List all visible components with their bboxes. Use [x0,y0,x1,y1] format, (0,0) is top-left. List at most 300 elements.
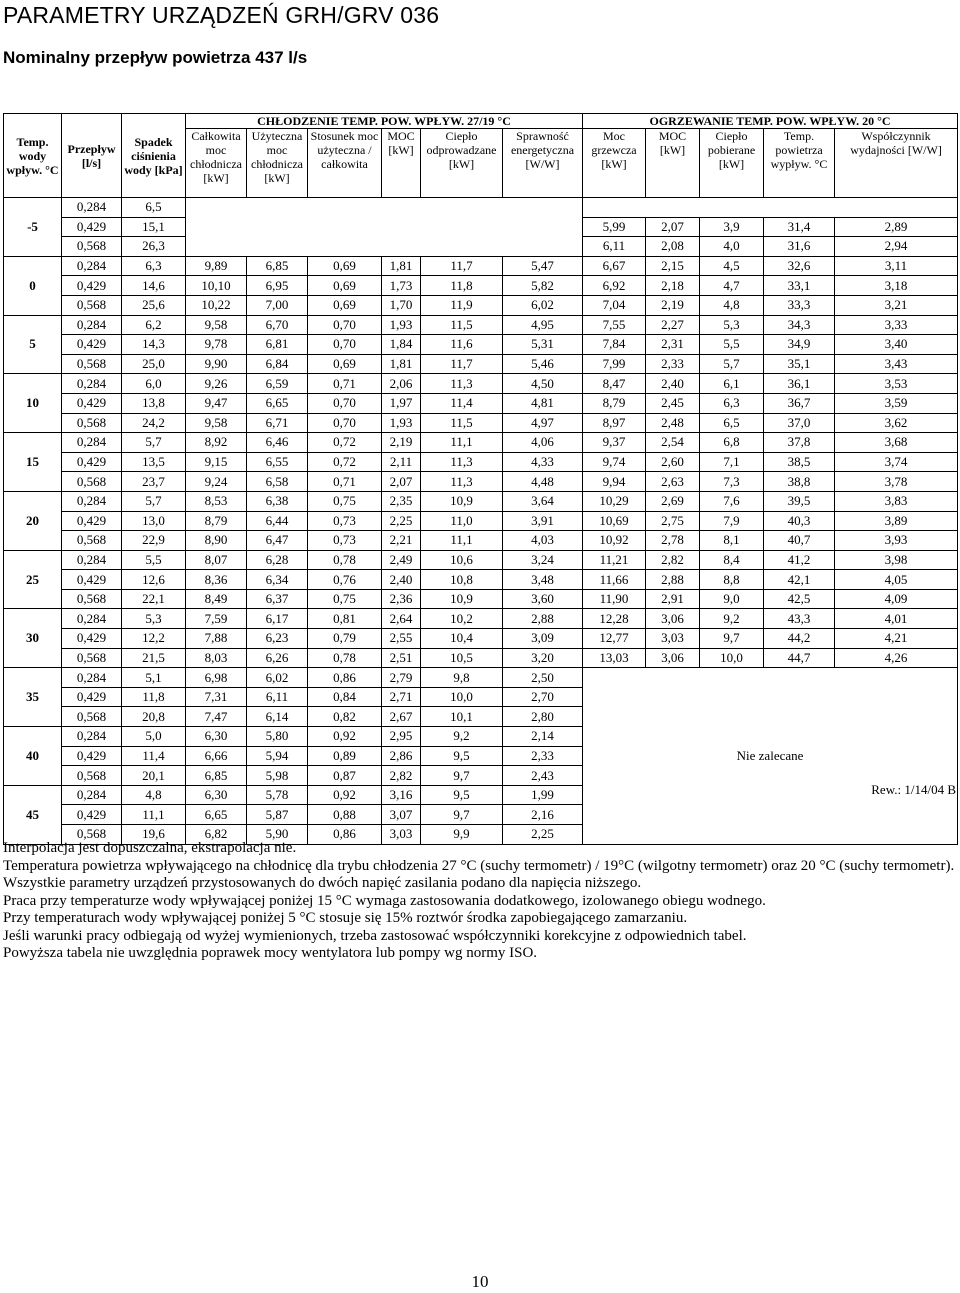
cooling-value-cell: 10,2 [421,609,503,629]
heating-value-cell: 2,07 [646,217,700,237]
heating-value-cell: 11,66 [583,570,646,590]
cooling-value-cell: 5,78 [247,785,308,805]
header-flow: Przepływ [l/s] [62,114,122,198]
cooling-value-cell: 9,7 [421,805,503,825]
flow-cell: 0,429 [62,452,122,472]
table-row [4,256,958,276]
cooling-value-cell: 7,59 [186,609,247,629]
cooling-value-cell: 2,11 [382,452,421,472]
heating-value-cell: 4,01 [835,609,958,629]
cooling-value-cell: 10,8 [421,570,503,590]
pressure-drop-cell: 4,8 [122,785,186,805]
heating-value-cell: 7,9 [700,511,764,531]
flow-cell: 0,568 [62,707,122,727]
cooling-value-cell: 7,31 [186,687,247,707]
cooling-value-cell: 4,33 [503,452,583,472]
heating-value-cell: 2,91 [646,589,700,609]
heating-value-cell: 2,78 [646,531,700,551]
cooling-value-cell: 2,49 [382,550,421,570]
cooling-value-cell: 6,37 [247,589,308,609]
heating-value-cell: 2,33 [646,354,700,374]
heating-value-cell: 33,1 [764,276,835,296]
table-row [4,629,958,649]
heating-value-cell: 3,89 [835,511,958,531]
cooling-value-cell: 8,79 [186,511,247,531]
cooling-value-cell: 0,72 [308,433,382,453]
pressure-drop-cell: 6,0 [122,374,186,394]
cooling-value-cell: 2,19 [382,433,421,453]
heating-value-cell: 39,5 [764,491,835,511]
cooling-value-cell: 7,47 [186,707,247,727]
flow-cell: 0,568 [62,531,122,551]
heating-value-cell: 36,7 [764,393,835,413]
heating-value-cell: 3,9 [700,217,764,237]
cooling-value-cell: 6,46 [247,433,308,453]
cooling-value-cell: 2,07 [382,472,421,492]
cooling-value-cell: 11,4 [421,393,503,413]
heating-value-cell: 10,29 [583,491,646,511]
cooling-value-cell: 9,58 [186,315,247,335]
pressure-drop-cell: 6,3 [122,256,186,276]
cooling-value-cell: 1,81 [382,256,421,276]
note-line: Jeśli warunki pracy odbiegają od wyżej wymienionych, trzeba zastosować współczynniki korekcyjne z odpowiednich tabel. [3,927,747,944]
flow-cell: 0,284 [62,668,122,688]
cooling-value-cell: 2,64 [382,609,421,629]
pressure-drop-cell: 5,7 [122,433,186,453]
cooling-value-cell: 1,99 [503,785,583,805]
header-heating-col: Ciepło pobierane [kW] [700,129,764,198]
heating-value-cell: 3,43 [835,354,958,374]
flow-cell: 0,284 [62,609,122,629]
cooling-value-cell: 11,3 [421,472,503,492]
cooling-value-cell: 4,03 [503,531,583,551]
water-temp-cell: -5 [4,198,62,257]
flow-cell: 0,429 [62,276,122,296]
cooling-value-cell: 4,97 [503,413,583,433]
table-row [4,276,958,296]
cooling-value-cell: 6,85 [247,256,308,276]
heating-value-cell: 44,7 [764,648,835,668]
cooling-value-cell: 0,79 [308,629,382,649]
cooling-value-cell: 0,76 [308,570,382,590]
heating-value-cell: 9,37 [583,433,646,453]
revision-label: Rew.: 1/14/04 B [871,782,956,797]
flow-cell: 0,568 [62,413,122,433]
pressure-drop-cell: 20,8 [122,707,186,727]
water-temp-cell: 25 [4,550,62,609]
cooling-value-cell: 2,80 [503,707,583,727]
cooling-value-cell: 11,0 [421,511,503,531]
heating-value-cell: 4,0 [700,237,764,257]
heating-value-cell: 3,83 [835,491,958,511]
cooling-value-cell: 9,7 [421,766,503,786]
cooling-value-cell: 3,60 [503,589,583,609]
page-number: 10 [471,1272,489,1291]
cooling-value-cell: 2,70 [503,687,583,707]
cooling-value-cell: 6,98 [186,668,247,688]
cooling-value-cell: 11,1 [421,433,503,453]
heating-value-cell: 6,3 [700,393,764,413]
cooling-value-cell: 10,4 [421,629,503,649]
cooling-value-cell: 0,82 [308,707,382,727]
table-row [4,531,958,551]
heating-value-cell: 43,3 [764,609,835,629]
heating-value-cell: 2,94 [835,237,958,257]
table-row [4,295,958,315]
cooling-value-cell: 9,9 [421,825,503,845]
note-line: Przy temperaturach wody wpływającej poniżej 5 °C stosuje się 15% roztwór środka zapobiegającego zamarzaniu. [3,910,688,926]
cooling-value-cell: 8,36 [186,570,247,590]
cooling-value-cell: 3,24 [503,550,583,570]
cooling-value-cell: 0,84 [308,687,382,707]
cooling-value-cell: 6,14 [247,707,308,727]
water-temp-cell: 5 [4,315,62,374]
flow-cell: 0,284 [62,315,122,335]
cooling-value-cell: 0,78 [308,550,382,570]
cooling-value-cell: 4,50 [503,374,583,394]
heating-value-cell: 3,53 [835,374,958,394]
pressure-drop-cell: 5,5 [122,550,186,570]
heating-value-cell: 2,75 [646,511,700,531]
cooling-value-cell: 3,64 [503,491,583,511]
flow-cell: 0,429 [62,511,122,531]
cooling-value-cell: 6,70 [247,315,308,335]
heating-value-cell: 3,62 [835,413,958,433]
water-temp-cell: 30 [4,609,62,668]
table-row [4,589,958,609]
heating-value-cell: 2,60 [646,452,700,472]
cooling-value-cell: 0,71 [308,374,382,394]
table-row [4,393,958,413]
cooling-value-cell: 2,36 [382,589,421,609]
table-row [4,668,958,688]
cooling-value-cell: 6,81 [247,335,308,355]
cooling-value-cell: 7,88 [186,629,247,649]
table-row [4,198,958,218]
cooling-value-cell: 1,97 [382,393,421,413]
heating-value-cell: 44,2 [764,629,835,649]
cooling-value-cell: 10,10 [186,276,247,296]
flow-cell: 0,568 [62,237,122,257]
flow-cell: 0,429 [62,393,122,413]
heating-value-cell: 7,6 [700,491,764,511]
cooling-value-cell: 0,86 [308,668,382,688]
heating-value-cell: 11,90 [583,589,646,609]
heating-value-cell: 3,78 [835,472,958,492]
pressure-drop-cell: 5,3 [122,609,186,629]
pressure-drop-cell: 25,0 [122,354,186,374]
heating-value-cell: 34,9 [764,335,835,355]
pressure-drop-cell: 20,1 [122,766,186,786]
cooling-value-cell: 11,5 [421,413,503,433]
heating-value-cell: 9,7 [700,629,764,649]
heating-value-cell: 10,0 [700,648,764,668]
cooling-value-cell: 5,47 [503,256,583,276]
cooling-value-cell: 9,90 [186,354,247,374]
cooling-value-cell: 3,91 [503,511,583,531]
cooling-value-cell: 2,25 [503,825,583,845]
cooling-value-cell: 11,3 [421,452,503,472]
cooling-value-cell: 6,02 [247,668,308,688]
heating-value-cell: 4,21 [835,629,958,649]
cooling-value-cell: 6,11 [247,687,308,707]
cooling-value-cell: 0,87 [308,766,382,786]
cooling-value-cell: 2,43 [503,766,583,786]
heating-value-cell: 8,47 [583,374,646,394]
cooling-value-cell: 9,8 [421,668,503,688]
not-recommended-block: Nie zalecane [583,668,958,844]
heating-value-cell: 33,3 [764,295,835,315]
heating-value-cell: 3,21 [835,295,958,315]
cooling-value-cell: 9,78 [186,335,247,355]
cooling-value-cell: 0,69 [308,276,382,296]
cooling-value-cell: 6,59 [247,374,308,394]
water-temp-cell: 20 [4,491,62,550]
cooling-value-cell: 6,26 [247,648,308,668]
cooling-value-cell: 2,79 [382,668,421,688]
cooling-value-cell: 0,72 [308,452,382,472]
heating-value-cell: 31,4 [764,217,835,237]
heating-value-cell: 37,8 [764,433,835,453]
header-cooling-col: Użyteczna moc chłodnicza [kW] [247,129,308,198]
cooling-value-cell: 8,49 [186,589,247,609]
heating-value-cell: 2,48 [646,413,700,433]
pressure-drop-cell: 5,0 [122,727,186,747]
heating-value-cell: 36,1 [764,374,835,394]
pressure-drop-cell: 23,7 [122,472,186,492]
note-line: Temperatura powietrza wpływającego na chłodnicę dla trybu chłodzenia 27 °C (suchy termometr) / 19°C (wilgotny termometr) oraz 20 °C (suchy termometr). [3,857,955,874]
header-cooling-group: CHŁODZENIE TEMP. POW. WPŁYW. 27/19 °C [186,114,583,129]
pressure-drop-cell: 13,5 [122,452,186,472]
cooling-value-cell: 1,70 [382,295,421,315]
flow-cell: 0,284 [62,256,122,276]
cooling-value-cell: 1,84 [382,335,421,355]
cooling-value-cell: 8,92 [186,433,247,453]
water-temp-cell: 0 [4,256,62,315]
cooling-value-cell: 10,9 [421,491,503,511]
pressure-drop-cell: 12,2 [122,629,186,649]
pressure-drop-cell: 12,6 [122,570,186,590]
pressure-drop-cell: 13,0 [122,511,186,531]
cooling-value-cell: 9,47 [186,393,247,413]
cooling-value-cell: 2,16 [503,805,583,825]
cooling-value-cell: 2,25 [382,511,421,531]
flow-cell: 0,284 [62,374,122,394]
cooling-value-cell: 10,9 [421,589,503,609]
flow-cell: 0,568 [62,766,122,786]
cooling-value-cell: 6,17 [247,609,308,629]
table-row [4,335,958,355]
cooling-value-cell: 2,33 [503,746,583,766]
table-row [4,354,958,374]
water-temp-cell: 35 [4,668,62,727]
flow-cell: 0,284 [62,785,122,805]
heating-value-cell: 10,69 [583,511,646,531]
heating-value-cell: 8,8 [700,570,764,590]
heating-value-cell: 34,3 [764,315,835,335]
cooling-value-cell: 3,03 [382,825,421,845]
cooling-value-cell: 1,73 [382,276,421,296]
table-row [4,472,958,492]
heating-value-cell: 42,5 [764,589,835,609]
heating-value-cell: 2,15 [646,256,700,276]
heating-value-cell: 6,1 [700,374,764,394]
cooling-value-cell: 9,58 [186,413,247,433]
heating-value-cell: 4,09 [835,589,958,609]
heating-value-cell: 8,1 [700,531,764,551]
cooling-value-cell: 6,65 [186,805,247,825]
cooling-value-cell: 2,71 [382,687,421,707]
cooling-value-cell: 6,58 [247,472,308,492]
flow-cell: 0,568 [62,648,122,668]
table-row [4,511,958,531]
cooling-value-cell: 2,06 [382,374,421,394]
cooling-value-cell: 0,89 [308,746,382,766]
cooling-value-cell: 7,00 [247,295,308,315]
header-cooling-col: Całkowita moc chłodnicza [kW] [186,129,247,198]
table-row [4,374,958,394]
table-row [4,413,958,433]
heating-value-cell: 9,2 [700,609,764,629]
flow-cell: 0,429 [62,805,122,825]
parameters-table [3,113,958,845]
header-heating-col: Moc grzewcza [kW] [583,129,646,198]
pressure-drop-cell: 14,3 [122,335,186,355]
header-water-temp: Temp. wody wpływ. °C [4,114,62,198]
water-temp-cell: 40 [4,727,62,786]
cooling-value-cell: 6,71 [247,413,308,433]
cooling-value-cell: 6,30 [186,785,247,805]
cooling-value-cell: 2,55 [382,629,421,649]
cooling-value-cell: 10,5 [421,648,503,668]
cooling-value-cell: 4,48 [503,472,583,492]
water-temp-cell: 15 [4,433,62,492]
pressure-drop-cell: 19,6 [122,825,186,845]
heating-value-cell: 9,0 [700,589,764,609]
heating-value-cell: 11,21 [583,550,646,570]
heating-value-cell: 2,40 [646,374,700,394]
header-heating-col: Temp. powietrza wypływ. °C [764,129,835,198]
flow-cell: 0,429 [62,335,122,355]
cooling-value-cell: 6,28 [247,550,308,570]
table-row [4,315,958,335]
heating-value-cell: 6,5 [700,413,764,433]
heating-value-cell: 3,98 [835,550,958,570]
cooling-value-cell: 6,55 [247,452,308,472]
table-header [4,114,958,198]
cooling-value-cell: 3,48 [503,570,583,590]
pressure-drop-cell: 11,4 [122,746,186,766]
cooling-value-cell: 0,71 [308,472,382,492]
cooling-value-cell: 0,92 [308,785,382,805]
cooling-value-cell: 1,93 [382,413,421,433]
heating-value-cell: 3,33 [835,315,958,335]
note-line: Praca przy temperaturze wody wpływającej poniżej 15 °C wymaga zastosowania dodatkowego, izolowanego obiegu wodnego. [3,892,766,909]
cooling-value-cell: 11,7 [421,256,503,276]
note-line: Interpolacja jest dopuszczalna, ekstrapolacja nie. [3,840,297,856]
heating-value-cell: 2,63 [646,472,700,492]
cooling-value-cell: 6,02 [503,295,583,315]
pressure-drop-cell: 11,8 [122,687,186,707]
heating-value-cell: 2,88 [646,570,700,590]
cooling-value-cell: 2,35 [382,491,421,511]
cooling-value-cell: 10,1 [421,707,503,727]
cooling-value-cell: 4,95 [503,315,583,335]
pressure-drop-cell: 6,2 [122,315,186,335]
cooling-value-cell: 9,5 [421,746,503,766]
cooling-value-cell: 9,2 [421,727,503,747]
cooling-value-cell: 11,9 [421,295,503,315]
cooling-value-cell: 0,70 [308,393,382,413]
table-row [4,570,958,590]
flow-cell: 0,568 [62,472,122,492]
cooling-value-cell: 2,86 [382,746,421,766]
cooling-value-cell: 0,69 [308,256,382,276]
cooling-value-cell: 2,88 [503,609,583,629]
table-row [4,550,958,570]
heating-value-cell: 3,06 [646,609,700,629]
cooling-value-cell: 0,88 [308,805,382,825]
flow-cell: 0,429 [62,217,122,237]
heating-value-cell: 9,94 [583,472,646,492]
note-line: Wszystkie parametry urządzeń przystosowanych do dwóch napięć zasilania podano dla napięcia niższego. [3,875,642,891]
page-subtitle: Nominalny przepływ powietrza 437 l/s [3,48,308,67]
heating-value-cell: 5,5 [700,335,764,355]
cooling-value-cell: 3,20 [503,648,583,668]
cooling-value-cell: 0,75 [308,589,382,609]
cooling-value-cell: 8,90 [186,531,247,551]
cooling-value-cell: 5,80 [247,727,308,747]
cooling-value-cell: 2,14 [503,727,583,747]
cooling-value-cell: 8,07 [186,550,247,570]
heating-value-cell: 32,6 [764,256,835,276]
pressure-drop-cell: 13,8 [122,393,186,413]
heating-value-cell: 2,31 [646,335,700,355]
header-cooling-col: Sprawność energetyczna [W/W] [503,129,583,198]
cooling-value-cell: 11,7 [421,354,503,374]
flow-cell: 0,568 [62,354,122,374]
heating-value-cell: 3,18 [835,276,958,296]
heating-value-cell: 5,99 [583,217,646,237]
heating-value-cell: 13,03 [583,648,646,668]
cooling-value-cell: 0,69 [308,354,382,374]
cooling-value-cell: 0,70 [308,315,382,335]
flow-cell: 0,284 [62,550,122,570]
heating-value-cell: 5,7 [700,354,764,374]
heating-value-cell: 2,82 [646,550,700,570]
cooling-value-cell: 3,16 [382,785,421,805]
cooling-value-cell: 0,75 [308,491,382,511]
table-row [4,452,958,472]
heating-value-cell: 2,69 [646,491,700,511]
heating-value-cell: 12,77 [583,629,646,649]
cooling-value-cell: 11,1 [421,531,503,551]
flow-cell: 0,429 [62,570,122,590]
heating-value-cell: 4,7 [700,276,764,296]
cooling-value-cell: 6,82 [186,825,247,845]
cooling-value-cell: 6,23 [247,629,308,649]
heating-value-cell: 9,74 [583,452,646,472]
flow-cell: 0,429 [62,687,122,707]
cooling-value-cell: 6,66 [186,746,247,766]
header-pressure-drop: Spadek ciśnienia wody [kPa] [122,114,186,198]
heating-value-cell: 7,3 [700,472,764,492]
cooling-value-cell: 0,70 [308,413,382,433]
heating-value-cell: 12,28 [583,609,646,629]
pressure-drop-cell: 22,9 [122,531,186,551]
heating-value-cell: 2,27 [646,315,700,335]
pressure-drop-cell: 25,6 [122,295,186,315]
